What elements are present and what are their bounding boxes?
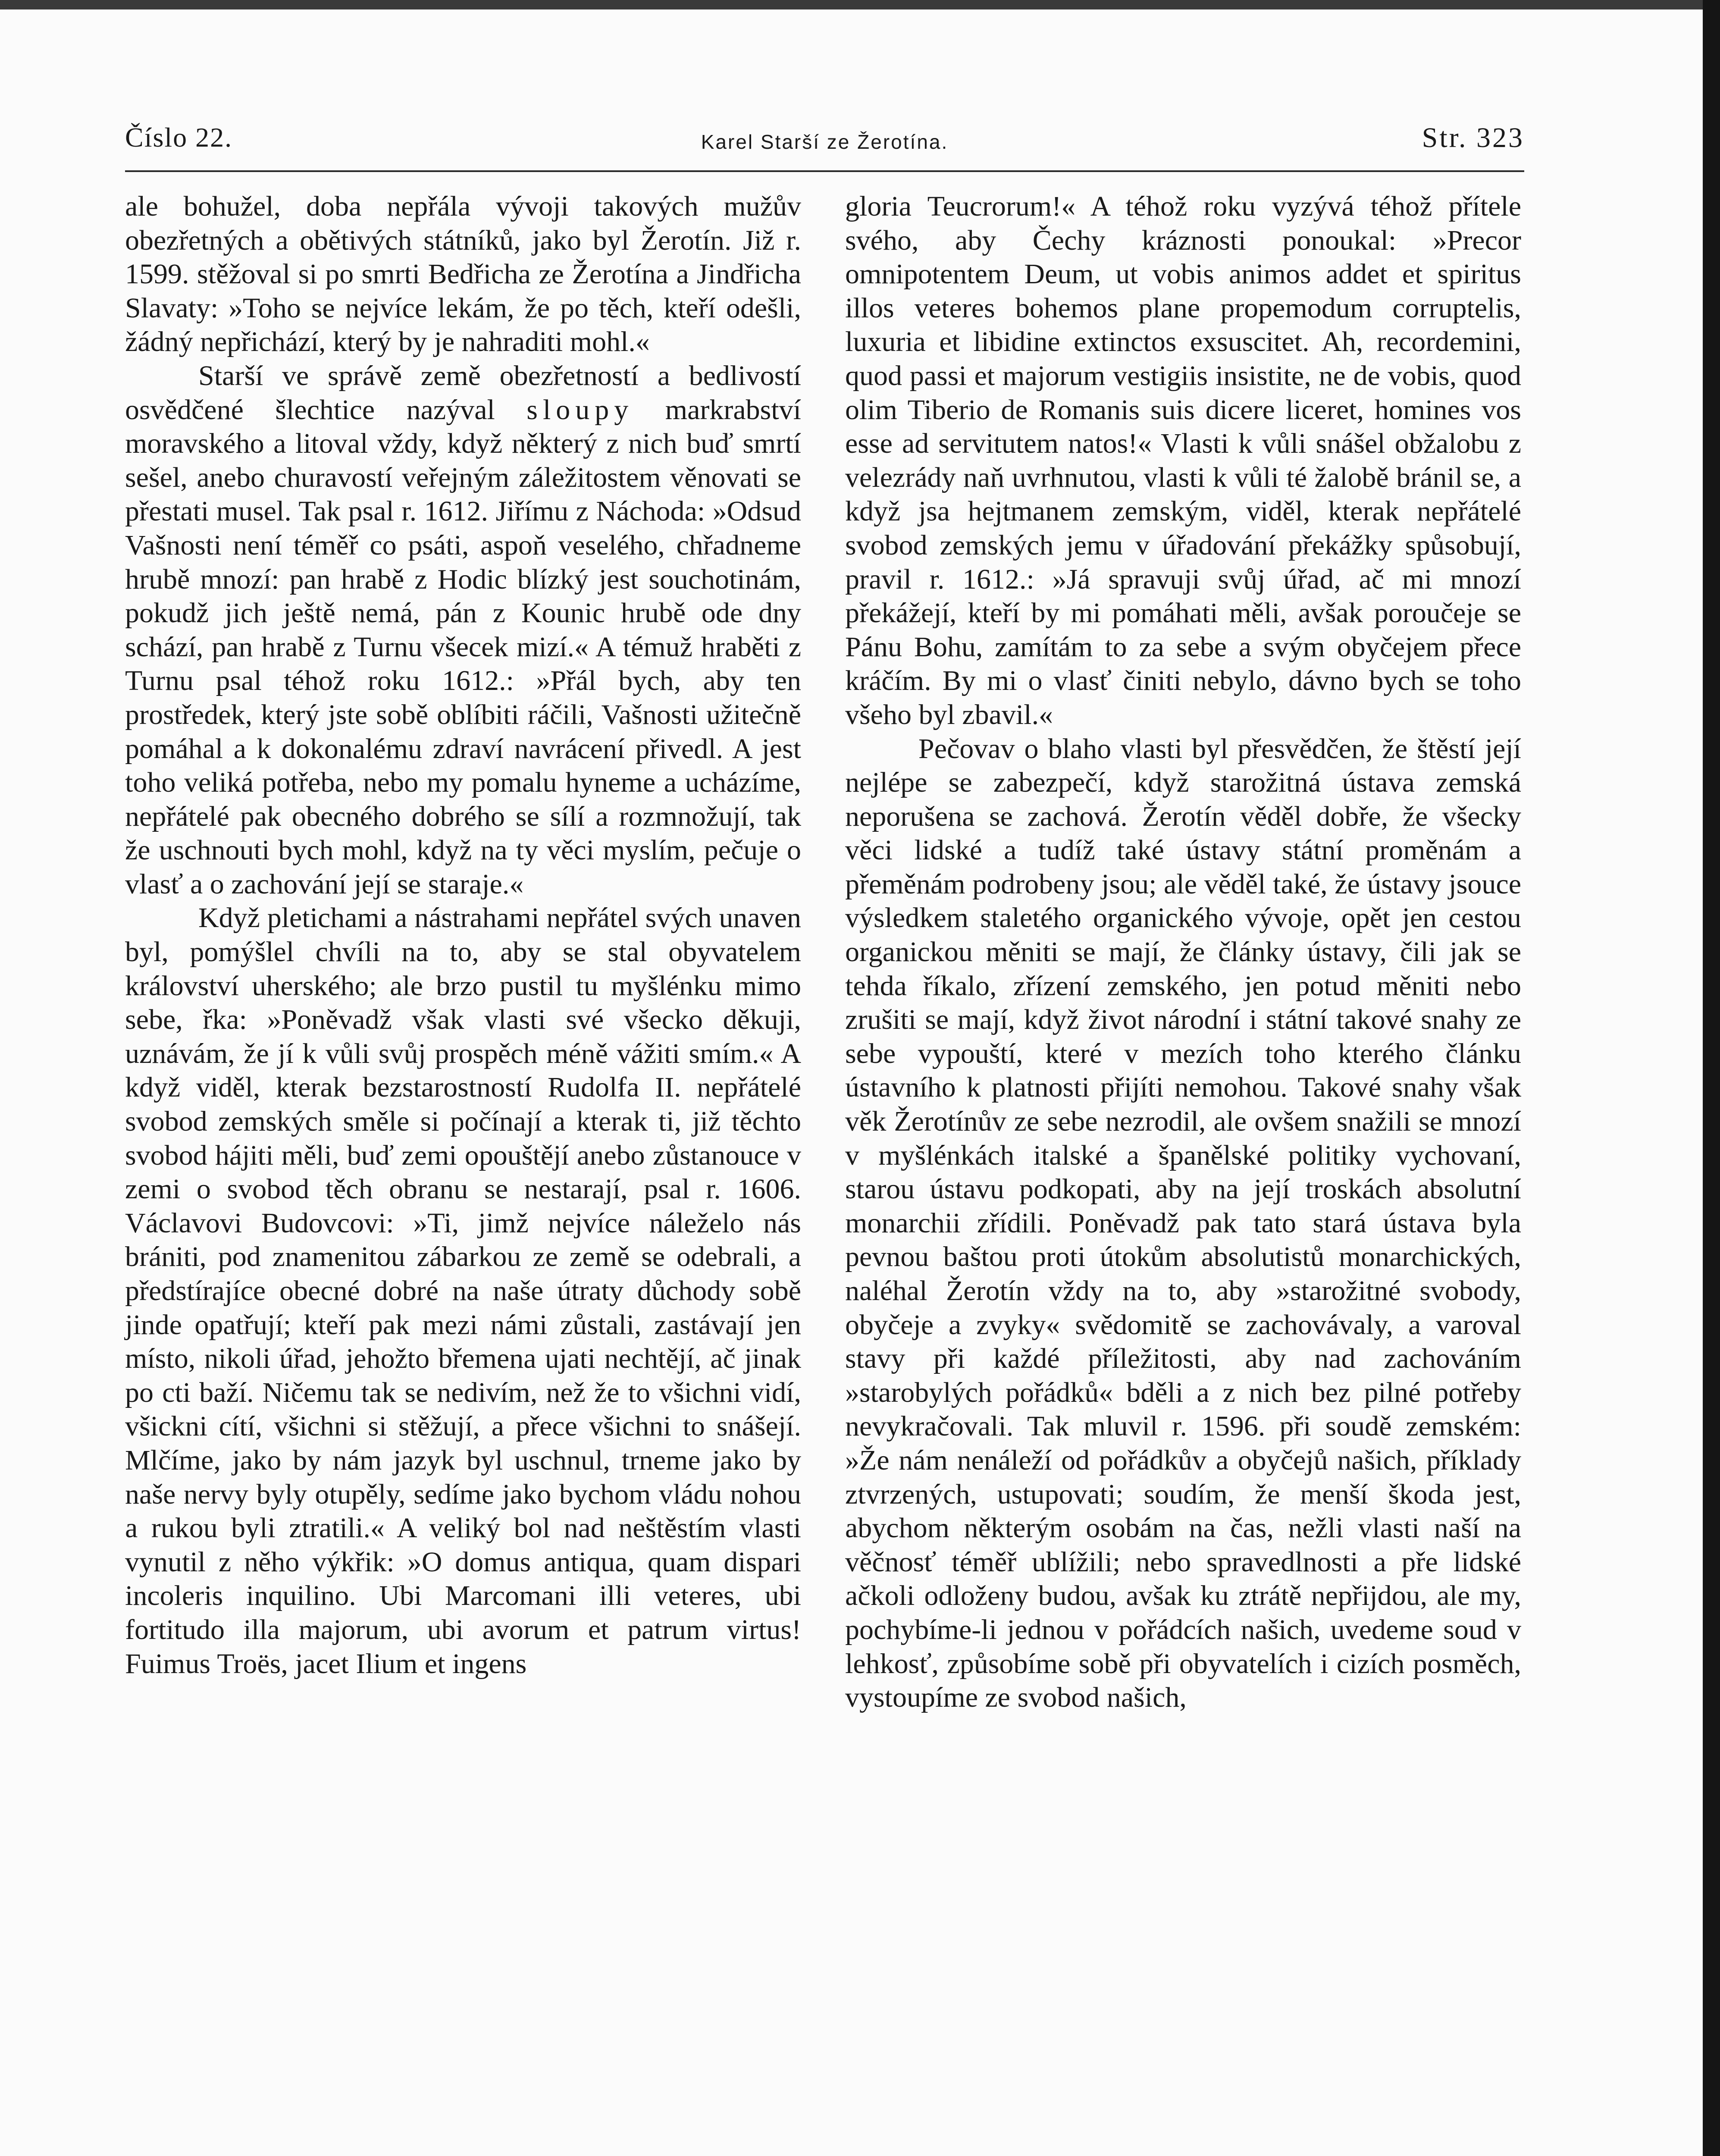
right-column [845,190,1521,2156]
scan-top-edge [0,0,1720,9]
issue-number: Číslo 22. [125,122,233,153]
page-number: Str. 323 [1422,122,1524,154]
paragraph: Starší ve správě země obezřetností a bedlivostí osvědčené šlechtice nazýval sloupy markrabství moravského a litoval vždy, když některý z nich buď smrtí sešel, anebo churavostí veřejným záležitostem věnovati se přestati musel. Tak psal r. 1612. Jiřímu z Náchoda: »Odsud Vašnosti není téměř co psáti, aspoň veselého, chřadneme hrubě mnozí: pan hrabě z Hodic blízký jest souchotinám, pokudž jich ještě nemá, pán z Kounic hrubě ode dny schází, pan hrabě z Turnu všecek mizí.« A témuž hraběti z Turnu psal téhož roku 1612.: »Přál bych, aby ten prostředek, který jste sobě oblíbiti ráčili, Vašnosti užitečně pomáhal a k dokonalému zdraví navrácení přivedl. A jest toho veliká potřeba, nebo my pomalu hyneme a ucházíme, nepřátelé pak obecného dobrého se sílí a rozmnožují, tak že uschnouti bych mohl, když na ty věci myslím, pečuje o vlasť a o zachování její se staraje.« [125,360,801,900]
paragraph: Když pletichami a nástrahami nepřátel svých unaven byl, pomýšlel chvíli na to, aby se stal obyvatelem království uherského; ale brzo pustil tu myšlénku mimo sebe, řka: »Poněvadž však vlasti své všecko děkuji, uznávám, že jí k vůli svůj prospěch méně vážiti smím.« A když viděl, kterak bezstarostností Rudolfa II. nepřátelé svobod zemských směle si počínají a kterak ti, již těchto svobod hájiti měli, buď zemi opouštějí anebo zůstanouce v zemi o svobod těch obranu se nestarají, psal r. 1606. Václavovi Budovcovi: »Ti, jimž nejvíce náleželo nás brániti, pod znamenitou zábarkou ze země se odebrali, a předstírajíce obecné dobré na naše útraty důchody sobě jinde opatřují; kteří pak mezi námi zůstali, zastávají jen místo, nikoli úřad, jehožto břemena ujati nechtějí, ač jinak po cti baží. Ničemu tak se nedivím, než že to všichni vidí, všickni cítí, všichni si stěžují, a přece všichni to snášejí. Mlčíme, jako by nám jazyk byl uschnul, trneme jako by naše nervy byly otupěly, sedíme jako bychom vládu nohou a rukou byli ztratili.« A veliký bol nad neštěstím vlasti vynutil z něho výkřik: »O domus antiqua, quam dispari incoleris inquilino. Ubi Marcomani illi veteres, ubi fortitudo illa majorum, ubi avorum et patrum virtus! Fuimus Troës, jacet Ilium et ingens [125,902,801,1680]
page-header [125,113,1524,165]
header-rule [125,170,1524,172]
scan-right-edge [1703,0,1720,2156]
running-title: Karel Starší ze Žerotína. [701,131,949,153]
paragraph: ale bohužel, doba nepřála vývoji takových mužův obezřetných a obětivých státníků, jako byl Žerotín. Již r. 1599. stěžoval si po smrti Bedřicha ze Žerotína a Jindřicha Slavaty: »Toho se nejvíce lekám, že po těch, kteří odešli, žádný nepřichází, který by je nahraditi mohl.« [125,191,801,358]
left-column [125,190,801,2156]
paragraph: gloria Teucrorum!« A téhož roku vyzývá téhož přítele svého, aby Čechy kráznosti ponoukal: »Precor omnipotentem Deum, ut vobis animos addet et spiritus illos veteres bohemos plane propemodum corruptelis, luxuria et libidine extinctos exsuscitet. Ah, recordemini, quod passi et majorum vestigiis insistite, ne de vobis, quod olim Tiberio de Romanis suis dicere liceret, homines vos esse ad servitutem natos!« Vlasti k vůli snášel obžalobu z velezrády naň uvrhnutou, vlasti k vůli té žalobě bránil se, a když jsa hejtmanem zemským, viděl, kterak nepřátelé svobod zemských jemu v úřadování překážky spůsobují, pravil r. 1612.: »Já spravuji svůj úřad, ač mi mnozí překážejí, kteří by mi pomáhati měli, avšak poroučeje se Pánu Bohu, zamítám to za sebe a svým obyčejem přece kráčím. By mi o vlasť činiti nebylo, dávno bych se toho všeho byl zbavil.« [845,191,1521,730]
paragraph: Pečovav o blaho vlasti byl přesvědčen, že štěstí její nejlépe se zabezpečí, když starožitná ústava zemská neporušena se zachová. Žerotín věděl dobře, že všecky věci lidské a tudíž také ústavy státní proměnám a přeměnám podrobeny jsou; ale věděl také, že ústavy jsouce výsledkem staletého organického vývoje, opět jen cestou organickou měniti se mají, že články ústavy, čili jak se tehda říkalo, zřízení zemského, jen potud měniti nebo zrušiti se mají, když život národní i státní takové snahy ze sebe vypouští, které v mezích toho kterého článku ústavního k platnosti přijíti nemohou. Takové snahy však věk Žerotínův ze sebe nezrodil, ale ovšem snažili se mnozí v myšlénkách italské a španělské politiky vychovaní, starou ústavu podkopati, aby na její troskách absolutní monarchii zřídili. Poněvadž pak tato stará ústava byla pevnou baštou proti útokům absolutistů monarchických, naléhal Žerotín vždy na to, aby »starožitné svobody, obyčeje a zvyky« svědomitě se zachovávaly, a varoval stavy při každé příležitosti, aby nad zachováním »starobylých pořádků« bděli a z nich bez pilné potřeby nevykračovali. Tak mluvil r. 1596. při soudě zemském: »Že nám nenáleží od pořádkův a obyčejů našich, příklady ztvrzených, ustupovati; soudím, že menší škoda jest, abychom některým osobám na čas, nežli vlasti naší na věčnosť téměř ublížili; nebo spravedlnosti a pře lidské ačkoli odloženy budou, avšak ku ztrátě nepřijdou, ale my, pochybíme-li jednou v pořádcích našich, uvedeme soud v lehkosť, způsobíme sobě při obyvatelích i cizích posměch, vystoupíme ze svobod našich, [845,733,1521,1714]
spaced-emphasis: sloupy [526,394,634,426]
